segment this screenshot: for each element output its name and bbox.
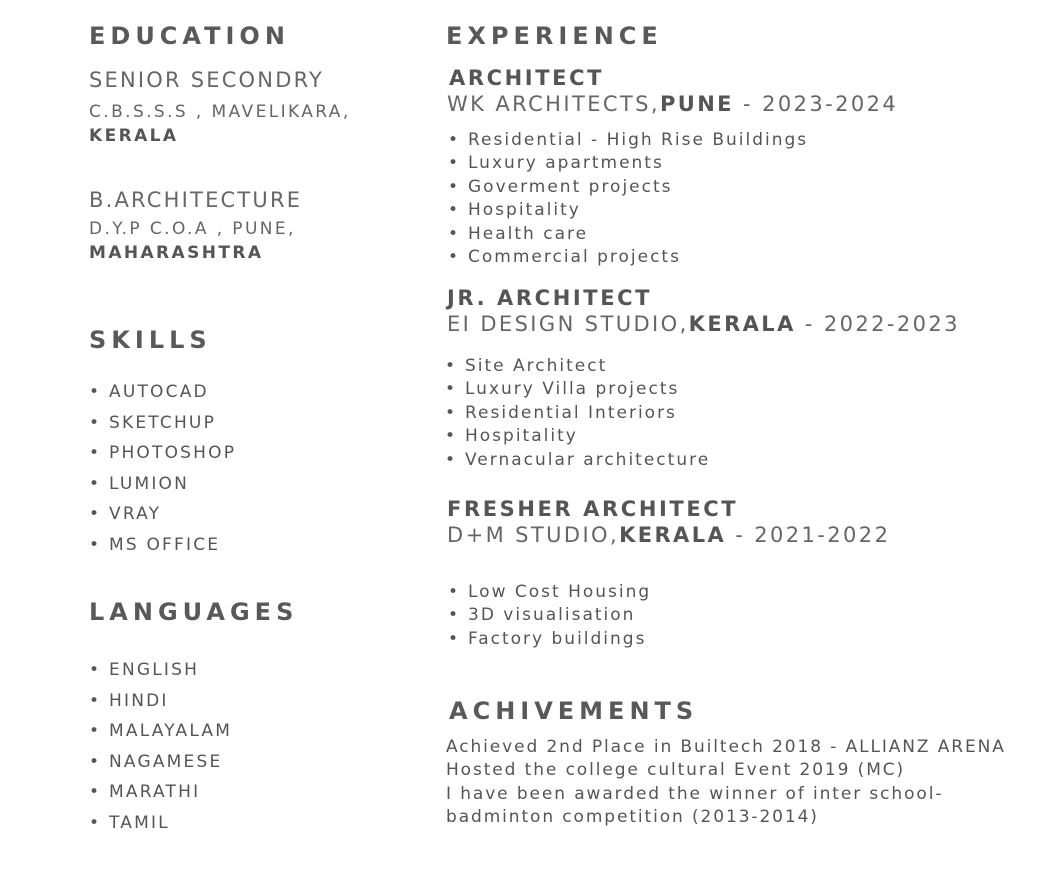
languages-list: [89, 655, 232, 839]
responsibility-item: • Vernacular architecture: [445, 449, 710, 472]
achievement-line: Hosted the college cultural Event 2019 (MC): [446, 760, 906, 781]
responsibility-item: • Luxury Villa projects: [445, 378, 710, 401]
job-responsibilities-architect: [448, 129, 808, 269]
achievements-heading: ACHIVEMENTS: [449, 697, 699, 725]
responsibility-item: • Goverment projects: [448, 176, 808, 199]
responsibility-item: • Luxury apartments: [448, 152, 808, 175]
language-item: • HINDI: [89, 686, 232, 717]
responsibility-item: • Residential Interiors: [445, 402, 710, 425]
job-city: KERALA: [619, 523, 727, 547]
language-item: • MALAYALAM: [89, 716, 232, 747]
education-heading: EDUCATION: [89, 22, 290, 50]
job-firm: EI DESIGN STUDIO,: [447, 312, 689, 336]
language-item: • MARATHI: [89, 777, 232, 808]
job-period: - 2023-2024: [733, 92, 899, 116]
responsibility-item: • Health care: [448, 223, 808, 246]
job-period: - 2021-2022: [726, 523, 891, 547]
job-responsibilities-fresher-architect: [448, 581, 651, 651]
language-item: • ENGLISH: [89, 655, 232, 686]
experience-heading: EXPERIENCE: [446, 22, 663, 50]
languages-heading: LANGUAGES: [89, 598, 299, 626]
language-item: • NAGAMESE: [89, 747, 232, 778]
job-firm-line-jr-architect: [447, 312, 960, 336]
responsibility-item: • Hospitality: [448, 199, 808, 222]
skill-item: • MS OFFICE: [89, 530, 236, 561]
responsibility-item: • 3D visualisation: [448, 604, 651, 627]
job-firm: D+M STUDIO,: [447, 523, 620, 547]
skill-item: • VRAY: [89, 499, 236, 530]
responsibility-item: • Hospitality: [445, 425, 710, 448]
education-title-senior-secondary: SENIOR SECONDRY: [89, 68, 325, 92]
achievements-list: [446, 736, 1006, 830]
responsibility-item: • Site Architect: [445, 355, 710, 378]
job-role-jr-architect: JR. ARCHITECT: [447, 286, 653, 310]
skills-heading: SKILLS: [89, 326, 212, 354]
job-city: KERALA: [688, 312, 796, 336]
job-period: - 2022-2023: [795, 312, 960, 336]
language-item: • TAMIL: [89, 808, 232, 839]
job-firm: WK ARCHITECTS,: [447, 92, 660, 116]
job-firm-line-architect: [447, 92, 898, 116]
education-title-barchitecture: B.ARCHITECTURE: [89, 188, 303, 212]
education-region-senior-secondary: KERALA: [89, 126, 179, 146]
responsibility-item: • Commercial projects: [448, 246, 808, 269]
education-region-barchitecture: MAHARASHTRA: [89, 243, 264, 263]
job-role-fresher-architect: FRESHER ARCHITECT: [447, 497, 739, 521]
skills-list: [89, 377, 236, 561]
skill-item: • PHOTOSHOP: [89, 438, 236, 469]
achievement-line: I have been awarded the winner of inter school-: [446, 783, 944, 804]
responsibility-item: • Factory buildings: [448, 628, 651, 651]
skill-item: • LUMION: [89, 469, 236, 500]
achievement-line: Achieved 2nd Place in Builtech 2018 - ALLIANZ ARENA: [446, 737, 1006, 757]
achievement-line: badminton competition (2013-2014): [446, 807, 819, 828]
job-role-architect: ARCHITECT: [449, 66, 605, 90]
education-school-barchitecture: D.Y.P C.O.A , PUNE,: [89, 219, 296, 239]
skill-item: • AUTOCAD: [89, 377, 236, 408]
education-school-senior-secondary: C.B.S.S.S , MAVELIKARA,: [89, 102, 351, 122]
job-responsibilities-jr-architect: [445, 355, 710, 472]
skill-item: • SKETCHUP: [89, 408, 236, 439]
responsibility-item: • Low Cost Housing: [448, 581, 651, 604]
responsibility-item: • Residential - High Rise Buildings: [448, 129, 808, 152]
job-firm-line-fresher-architect: [447, 523, 890, 547]
job-city: PUNE: [659, 92, 734, 116]
